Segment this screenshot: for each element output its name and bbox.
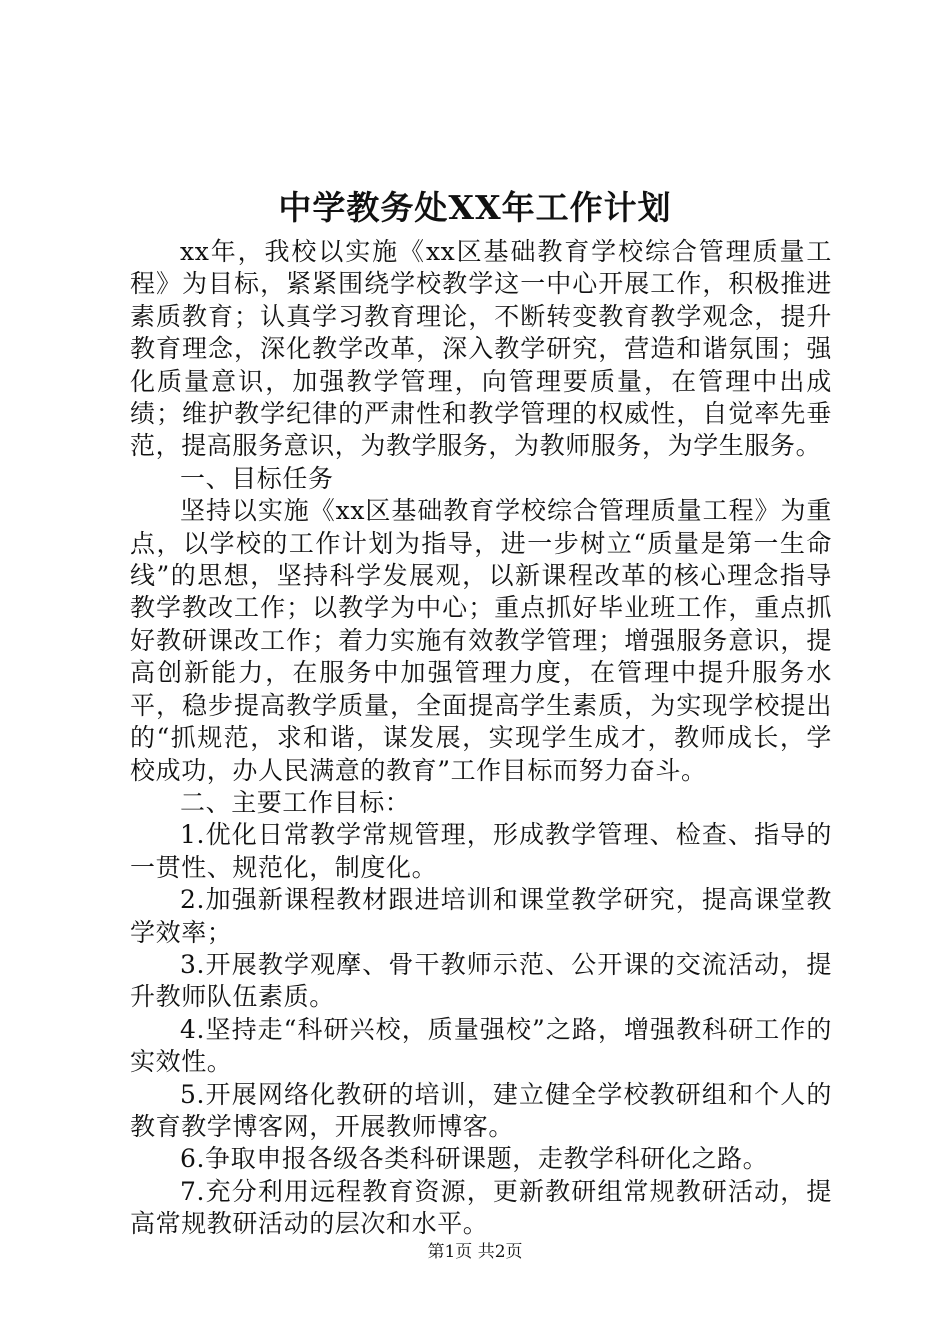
section-heading-main-targets: 二、主要工作目标： [180, 787, 411, 817]
list-item: 2.加强新课程教材跟进培训和课堂教学研究，提高课堂教学效率； [130, 885, 832, 947]
list-item: 4.坚持走“科研兴校，质量强校”之路，增强教科研工作的实效性。 [130, 1014, 832, 1077]
page-footer: 第1页 共2页 [427, 1242, 523, 1262]
goals-paragraph: 坚持以实施《xx区基础教育学校综合管理质量工程》为重点，以学校的工作计划为指导，进一步树立“质量是第一生命线”的思想，坚持科学发展观，以新课程改革的核心理念指导教学教改工作；以教学为中心；重点抓好毕业班工作，重点抓好教研课改工作；着力实施有效教学管理；增强服务意识，提高创新能力，在服务中加强管理力度，在管理中提升服务水平，稳步提高教学质量，全面提高学生素质，为实现学校提出的“抓规范，求和谐，谋发展，实现学生成才，教师成长，学校成功，办人民满意的教育”工作目标而努力奋斗。 [130, 496, 832, 785]
list-item: 1.优化日常教学常规管理，形成教学管理、检查、指导的一贯性、规范化，制度化。 [130, 820, 832, 882]
list-item: 6.争取申报各级各类科研课题，走教学科研化之路。 [180, 1144, 769, 1174]
list-item: 3.开展教学观摩、骨干教师示范、公开课的交流活动，提升教师队伍素质。 [130, 949, 832, 1012]
intro-paragraph: xx年，我校以实施《xx区基础教育学校综合管理质量工程》为目标，紧紧围绕学校教学这一中心开展工作，积极推进素质教育；认真学习教育理论，不断转变教育教学观念，提升教育理念，深化教学改革，深入教学研究，营造和谐氛围；强化质量意识，加强教学管理，向管理要质量，在管理中出成绩；维护教学纪律的严肃性和教学管理的权威性，自觉率先垂范，提高服务意识，为教学服务，为教师服务，为学生服务。 [130, 237, 832, 461]
list-item: 7.充分利用远程教育资源，更新教研组常规教研活动，提高常规教研活动的层次和水平。 [130, 1176, 832, 1239]
document-title: 中学教务处XX年工作计划 [278, 188, 672, 227]
document-body [130, 236, 832, 1241]
list-item: 5.开展网络化教研的培训，建立健全学校教研组和个人的教育教学博客网，开展教师博客。 [130, 1079, 832, 1141]
section-heading-goals: 一、目标任务 [180, 463, 334, 493]
